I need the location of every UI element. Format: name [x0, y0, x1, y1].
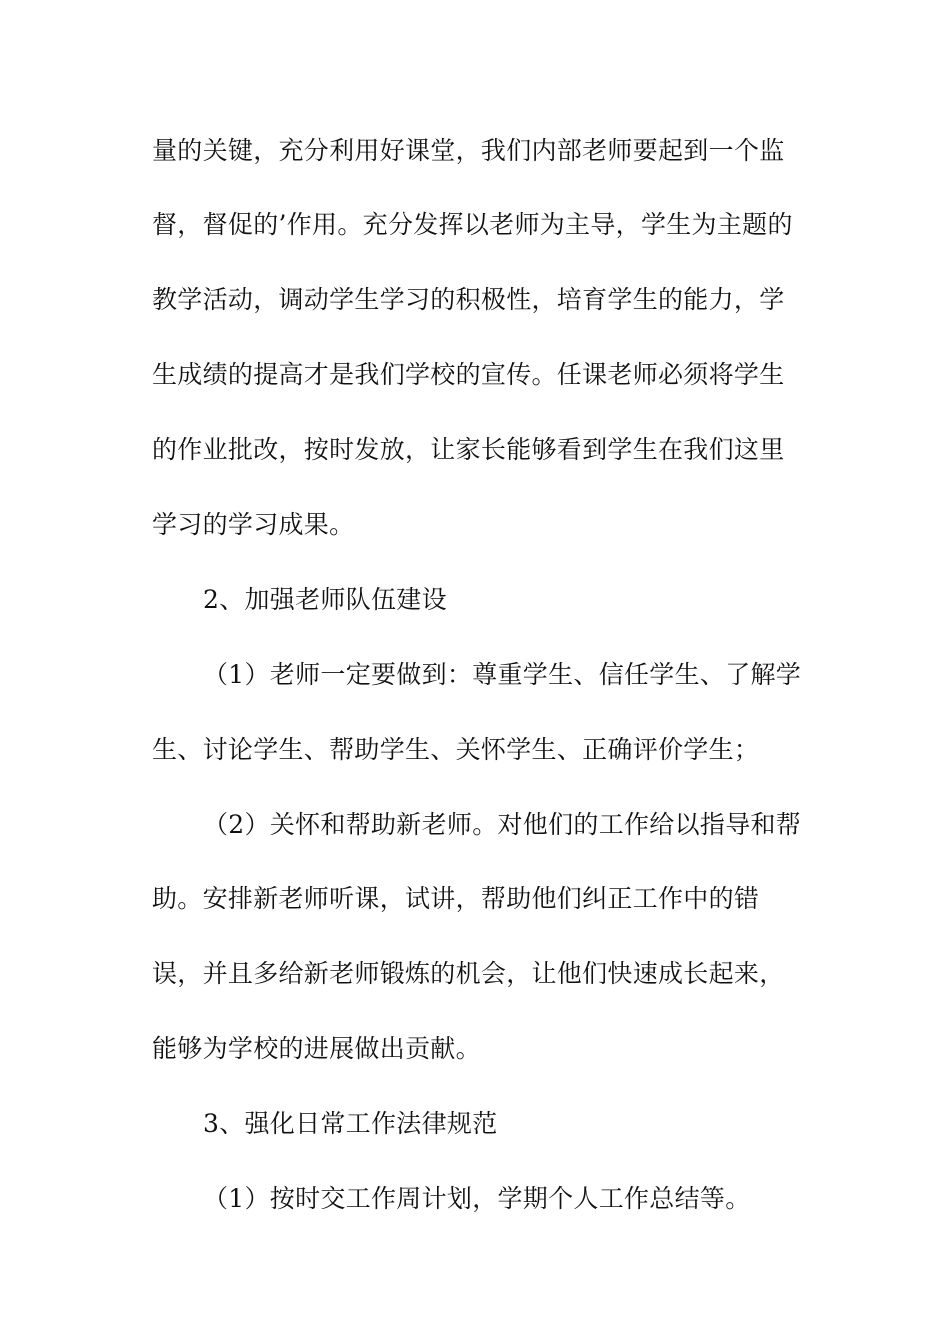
paragraph-line: 误，并且多给新老师锻炼的机会，让他们快速成长起来， [152, 959, 785, 988]
section-heading: 3、强化日常工作法律规范 [203, 1109, 498, 1138]
paragraph-line: （1）老师一定要做到：尊重学生、信任学生、了解学 [203, 660, 802, 689]
paragraph-line: 能够为学校的进展做出贡献。 [152, 1034, 481, 1063]
paragraph-line: （2）关怀和帮助新老师。对他们的工作给以指导和帮 [203, 810, 802, 839]
paragraph-line: 督，督促的’作用。充分发挥以老师为主导，学生为主题的 [152, 210, 793, 239]
paragraph-line: 学习的学习成果。 [152, 510, 355, 539]
paragraph-line: 生、讨论学生、帮助学生、关怀学生、正确评价学生； [152, 735, 760, 764]
section-heading: 2、加强老师队伍建设 [203, 585, 447, 614]
paragraph-line: （1）按时交工作周计划，学期个人工作总结等。 [203, 1184, 751, 1213]
paragraph-line: 助。安排新老师听课，试讲，帮助他们纠正工作中的错 [152, 884, 760, 913]
paragraph-line: 教学活动，调动学生学习的积极性，培育学生的能力，学 [152, 285, 785, 314]
paragraph-line: 量的关键，充分利用好课堂，我们内部老师要起到一个监 [152, 136, 785, 165]
paragraph-line: 生成绩的提高才是我们学校的宣传。任课老师必须将学生 [152, 360, 785, 389]
paragraph-line: 的作业批改，按时发放，让家长能够看到学生在我们这里 [152, 435, 785, 464]
